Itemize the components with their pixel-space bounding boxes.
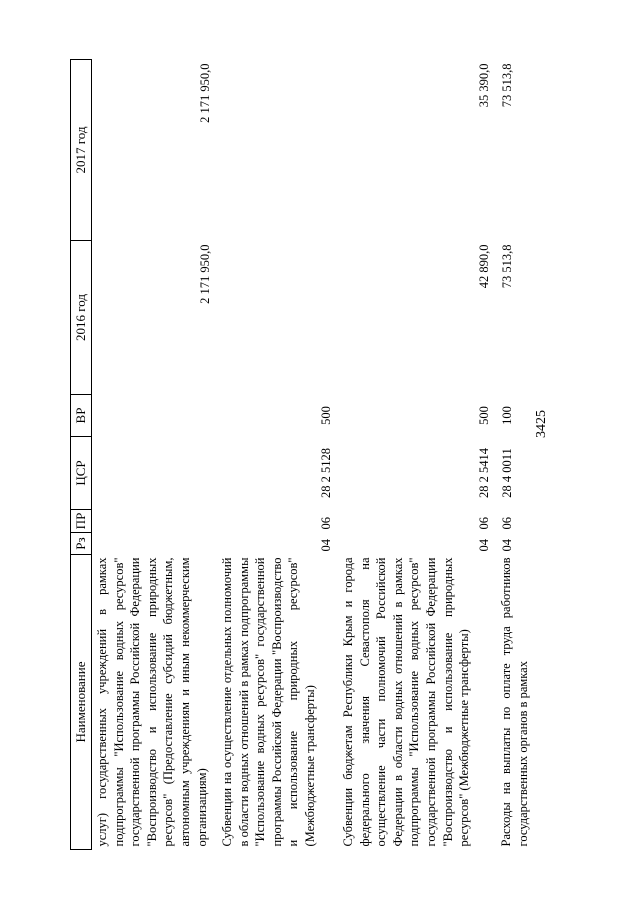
row-2017: 2 171 950,0 bbox=[198, 63, 213, 123]
rotated-page bbox=[70, 60, 605, 850]
table-row bbox=[92, 60, 218, 850]
header-2016: 2016 год bbox=[71, 241, 92, 395]
budget-table bbox=[70, 59, 550, 850]
row-2016 bbox=[217, 241, 338, 395]
row-pr: 06 bbox=[319, 517, 334, 530]
row-pr: 06 bbox=[500, 517, 514, 530]
row-pr: 06 bbox=[477, 517, 492, 530]
header-rz: Рз bbox=[71, 533, 92, 555]
row-rz: 04 bbox=[477, 539, 492, 552]
row-2016: 2 171 950,0 bbox=[198, 244, 213, 304]
row-name: Расходы на выплаты по оплате труда работников государственных органов в рамках bbox=[499, 557, 530, 847]
row-pr bbox=[92, 510, 218, 533]
page-number: 3425 bbox=[534, 410, 549, 438]
row-name: Субвенции бюджетам Республики Крым и города федерального значения Севастополя на осуществление части полномочий Российской Федерации в области водных отношений в рамках подпрограммы "Использование водных ресурсов" государственной программы Российской Федерации "Воспроизводство и использование природных ресурсов" (Межбюджетные трансферты) bbox=[341, 557, 472, 847]
row-csr: 28 2 5128 bbox=[319, 448, 334, 498]
table-row bbox=[217, 60, 338, 850]
row-2017 bbox=[217, 60, 338, 241]
row-rz: 04 bbox=[500, 539, 514, 552]
table-row bbox=[496, 60, 550, 850]
row-csr: 28 2 5414 bbox=[477, 448, 492, 498]
table-header-row bbox=[71, 60, 92, 850]
row-vr: 500 bbox=[319, 406, 334, 425]
row-name: услуг) государственных учреждений в рамках подпрограммы "Использование водных ресурсов" государственной программы Российской Федерации "Воспроизводство и использование природных ресурсов" (Предоставление субсидий бюджетным, автономным учреждениям и иным некоммерческим организациям) bbox=[95, 557, 209, 847]
row-name: Субвенции на осуществление отдельных полномочий в области водных отношений в рамках подпрограммы "Использование водных ресурсов" государственной программы Российской Федерации "Воспроизводство и использование природных ресурсов" (Межбюджетные трансферты) bbox=[220, 557, 317, 847]
row-rz: 04 bbox=[319, 539, 334, 552]
header-pr: ПР bbox=[71, 510, 92, 533]
row-csr: 28 4 0011 bbox=[500, 448, 514, 498]
row-vr: 500 bbox=[477, 406, 492, 425]
header-vr: ВР bbox=[71, 395, 92, 437]
row-vr bbox=[92, 395, 218, 437]
row-2016: 73 513,8 bbox=[500, 244, 514, 289]
header-csr: ЦСР bbox=[71, 437, 92, 510]
row-csr bbox=[92, 437, 218, 510]
row-2017: 73 513,8 bbox=[500, 63, 514, 108]
row-2016: 42 890,0 bbox=[477, 244, 492, 289]
row-rz bbox=[92, 533, 218, 555]
row-2017: 35 390,0 bbox=[477, 63, 492, 108]
header-name: Наименование bbox=[71, 555, 92, 850]
table-row bbox=[338, 60, 496, 850]
header-2017: 2017 год bbox=[71, 60, 92, 241]
row-vr: 100 bbox=[500, 406, 514, 425]
